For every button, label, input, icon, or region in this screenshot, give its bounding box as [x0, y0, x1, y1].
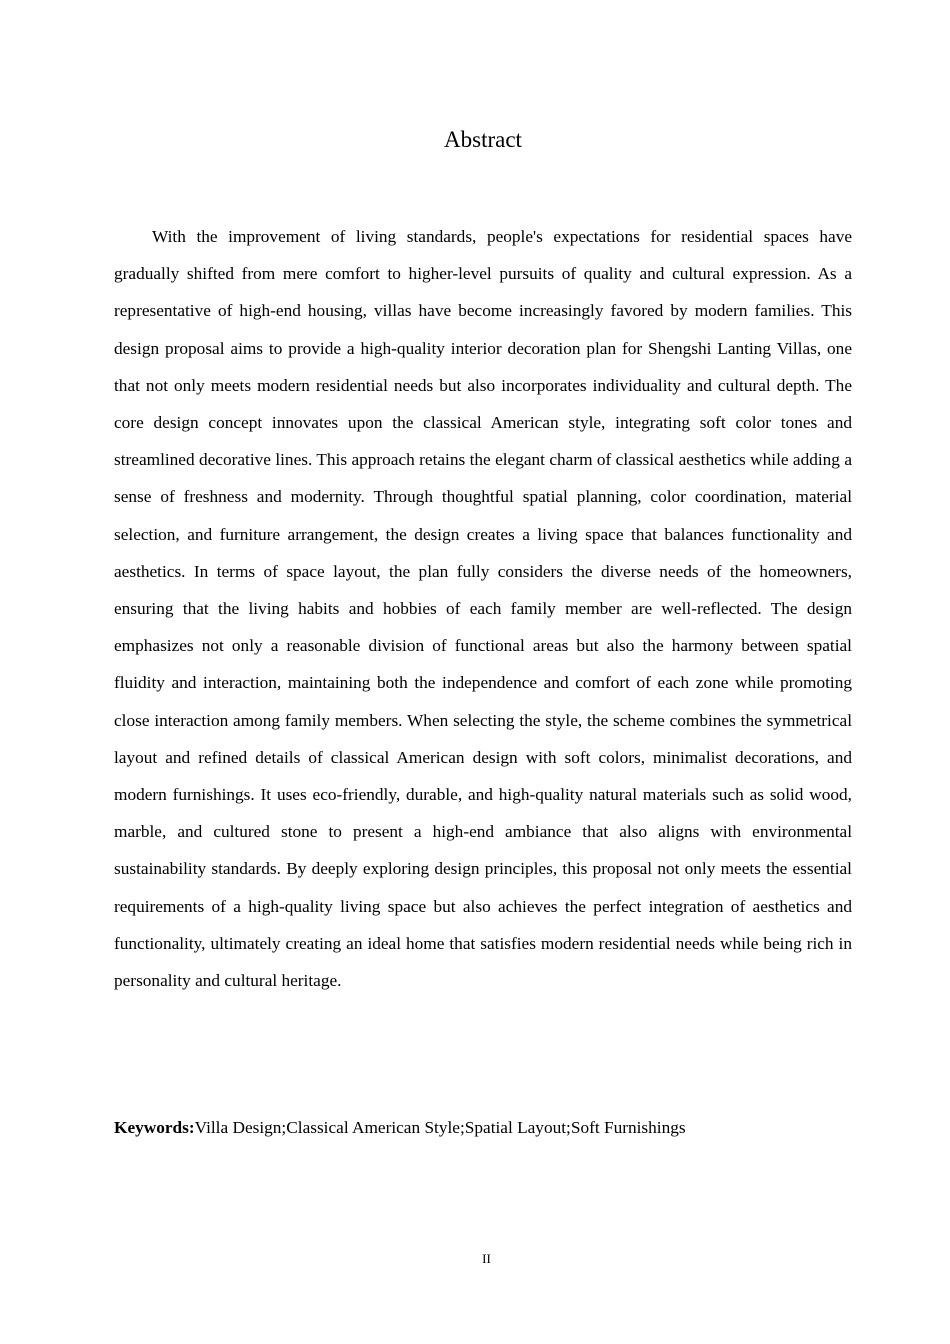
abstract-paragraph: With the improvement of living standards, people's expectations for residential spaces have gradually shifted from mere comfort to higher-level pursuits of quality and cultural expression. As a representative of high-end housing, villas have become increasingly favored by modern families. This design proposal aims to provide a high-quality interior decoration plan for Shengshi Lanting Villas, one that not only meets modern residential needs but also incorporates individuality and cultural depth. The core design concept innovates upon the classical American style, integrating soft color tones and streamlined decorative lines. This approach retains the elegant charm of classical aesthetics while adding a sense of freshness and modernity. Through thoughtful spatial planning, color coordination, material selection, and furniture arrangement, the design creates a living space that balances functionality and aesthetics. In terms of space layout, the plan fully considers the diverse needs of the homeowners, ensuring that the living habits and hobbies of each family member are well-reflected. The design emphasizes not only a reasonable division of functional areas but also the harmony between spatial fluidity and interaction, maintaining both the independence and comfort of each zone while promoting close interaction among family members. When selecting the style, the scheme combines the symmetrical layout and refined details of classical American design with soft colors, minimalist decorations, and modern furnishings. It uses eco-friendly, durable, and high-quality natural materials such as solid wood, marble, and cultured stone to present a high-end ambiance that also aligns with environmental sustainability standards. By deeply exploring design principles, this proposal not only meets the essential requirements of a high-quality living space but also achieves the perfect integration of aesthetics and functionality, ultimately creating an ideal home that satisfies modern residential needs while being rich in personality and cultural heritage.: [114, 227, 852, 991]
keywords-line: [114, 1109, 852, 1146]
keywords-label: Keywords:: [114, 1118, 195, 1137]
keywords-value: Villa Design;Classical American Style;Spatial Layout;Soft Furnishings: [194, 1118, 686, 1137]
page-title: Abstract: [444, 127, 522, 152]
page-number: II: [482, 1251, 491, 1266]
